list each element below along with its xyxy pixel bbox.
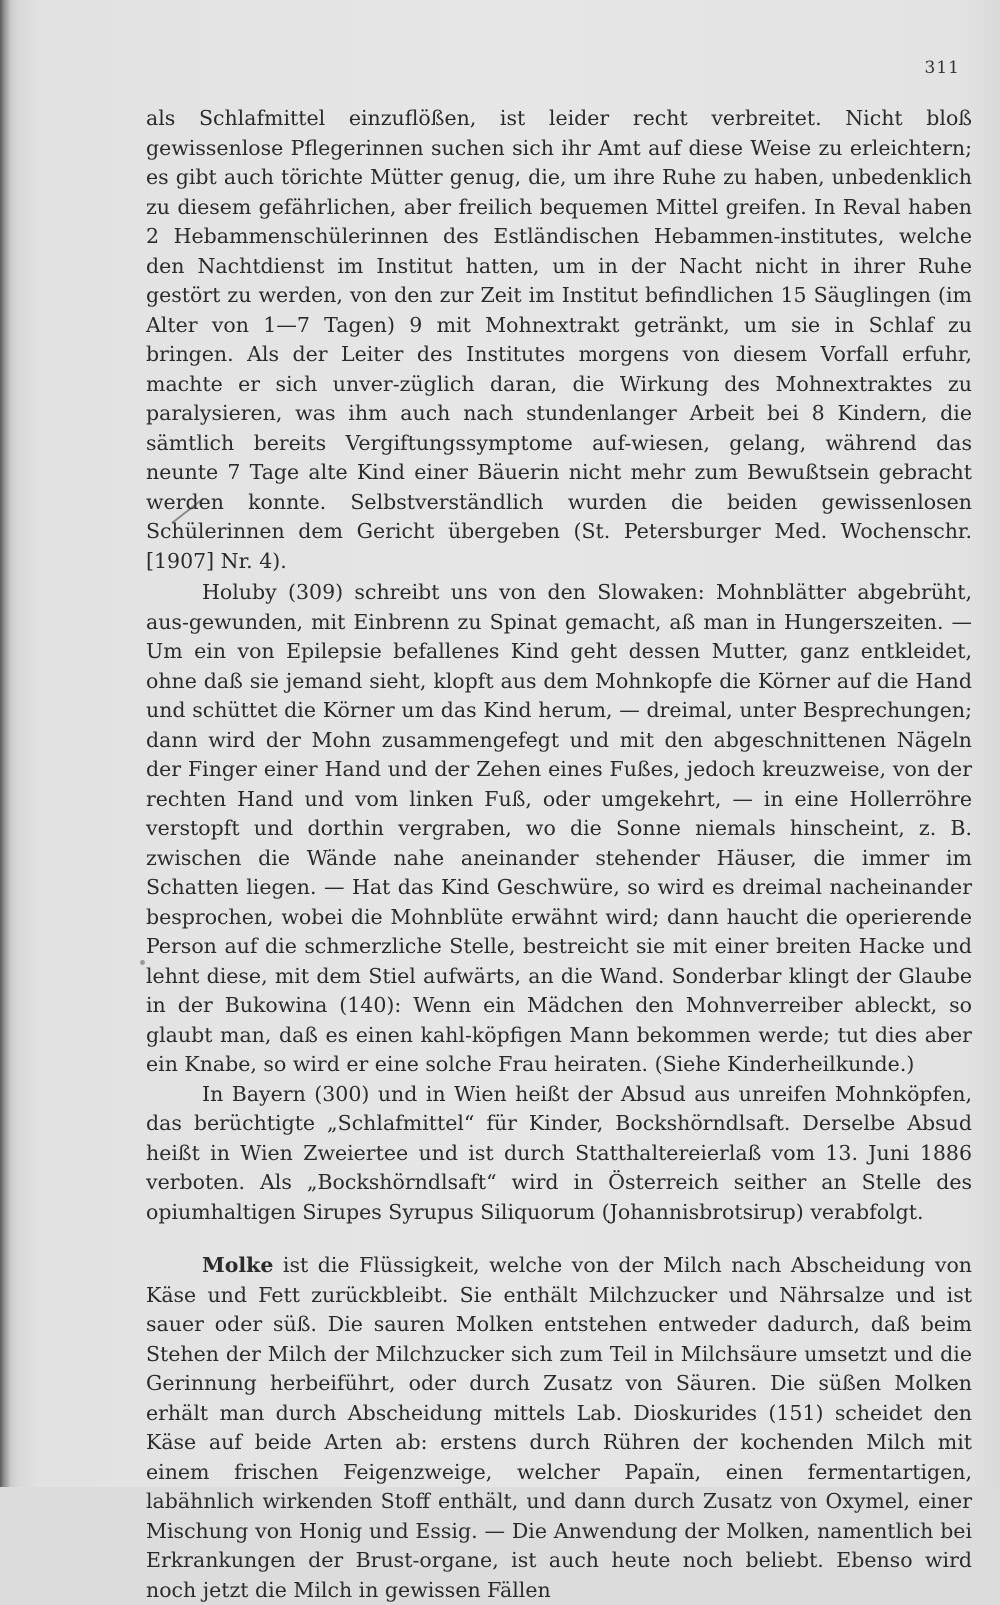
paragraph-3: In Bayern (300) und in Wien heißt der Absud aus unreifen Mohnköpfen, das berüchtigte „Schlafmittel“ für Kinder, Bockshörndlsaft. Derselbe Absud heißt in Wien Zweiertee und ist durch Statthaltereierlaß vom 13. Juni 1886 verboten. Als „Bockshörndlsaft“ wird in Österreich seither an Stelle des opiumhaltigen Sirupes Syrupus Siliquorum (Johannisbrotsirup) verabfolgt. bbox=[146, 1081, 972, 1224]
paragraph-4 bbox=[146, 1251, 972, 1605]
paragraph-4-text: ist die Flüssigkeit, welche von der Milch nach Abscheidung von Käse und Fett zurückbleibt. Sie enthält Milchzucker und Nährsalze und ist sauer oder süß. Die sauren Molken entstehen entweder dadurch, daß beim Stehen der Milch der Milchzucker sich zum Teil in Milchsäure umsetzt und die Gerinnung herbeiführt, oder durch Zusatz von Säuren. Die süßen Molken erhält man durch Abscheidung mittels Lab. Dioskurides (151) scheidet den Käse auf beide Arten ab: erstens durch Rühren der kochenden Milch mit einem frischen Feigenzweige, welcher Papaïn, einen fermentartigen, labähnlich wirkenden Stoff enthält, und dann durch Zusatz von Oxymel, einer Mischung von Honig und Essig. — Die Anwendung der Molken, namentlich bei Erkrankungen der Brust-organe, ist auch heute noch beliebt. Ebenso wird noch jetzt die Milch in gewissen Fällen bbox=[146, 1253, 972, 1602]
paragraph-4-keyword: Molke bbox=[202, 1253, 274, 1277]
paragraph-1: als Schlafmittel einzuflößen, ist leider recht verbreitet. Nicht bloß gewissenlose Pflegerinnen suchen sich ihr Amt auf diese Weise zu erleichtern; es gibt auch törichte Mütter genug, die, um ihre Ruhe zu haben, unbedenklich zu diesem gefährlichen, aber freilich bequemen Mittel greifen. In Reval haben 2 Hebammenschülerinnen des Estländischen Hebammen-institutes, welche den Nachtdienst im Institut hatten, um in der Nacht nicht in ihrer Ruhe gestört zu werden, von den zur Zeit im Institut befindlichen 15 Säuglingen (im Alter von 1—7 Tagen) 9 mit Mohnextrakt getränkt, um sie in Schlaf zu bringen. Als der Leiter des Institutes morgens von diesem Vorfall erfuhr, machte er sich unver-züglich daran, die Wirkung des Mohnextraktes zu paralysieren, was ihm auch nach stundenlanger Arbeit bei 8 Kindern, die sämtlich bereits Vergiftungssymptome auf-wiesen, gelang, während das neunte 7 Tage alte Kind einer Bäuerin nicht mehr zum Bewußtsein gebracht werden konnte. Selbstverständlich wurden die beiden gewissenlosen Schülerinnen dem Gericht übergeben (St. Petersburger Med. Wochenschr. [1907] Nr. 4). bbox=[146, 106, 972, 573]
paragraph-2: Holuby (309) schreibt uns von den Slowaken: Mohnblätter abgebrüht, aus-gewunden, mit Einbrenn zu Spinat gemacht, aß man in Hungerszeiten. — Um ein von Epilepsie befallenes Kind geht dessen Mutter, ganz entkleidet, ohne daß sie jemand sieht, klopft aus dem Mohnkopfe die Körner auf die Hand und schüttet die Körner um das Kind herum, — dreimal, unter Besprechungen; dann wird der Mohn zusammengefegt und mit den abgeschnittenen Nägeln der Finger einer Hand und der Zehen eines Fußes, jedoch kreuzweise, von der rechten Hand und vom linken Fuß, oder umgekehrt, — in eine Hollerröhre verstopft und dorthin vergraben, wo die Sonne niemals hinscheint, z. B. zwischen die Wände nahe aneinander stehender Häuser, die immer im Schatten liegen. — Hat das Kind Geschwüre, so wird es dreimal nacheinander besprochen, wobei die Mohnblüte erwähnt wird; dann haucht die operierende Person auf die schmerzliche Stelle, bestreicht sie mit einer breiten Hacke und lehnt diese, mit dem Stiel aufwärts, an die Wand. Sonderbar klingt der Glaube in der Bukowina (140): Wenn ein Mädchen den Mohnverreiber ableckt, so glaubt man, daß es einen kahl-köpfigen Mann bekommen werde; tut dies aber ein Knabe, so wird er eine solche Frau heiraten. (Siehe Kinderheilkunde.) bbox=[146, 580, 972, 1076]
binding-edge bbox=[0, 0, 10, 1487]
paper-speck bbox=[140, 960, 145, 965]
body-text bbox=[146, 104, 972, 1605]
page-number: 311 bbox=[924, 58, 960, 78]
